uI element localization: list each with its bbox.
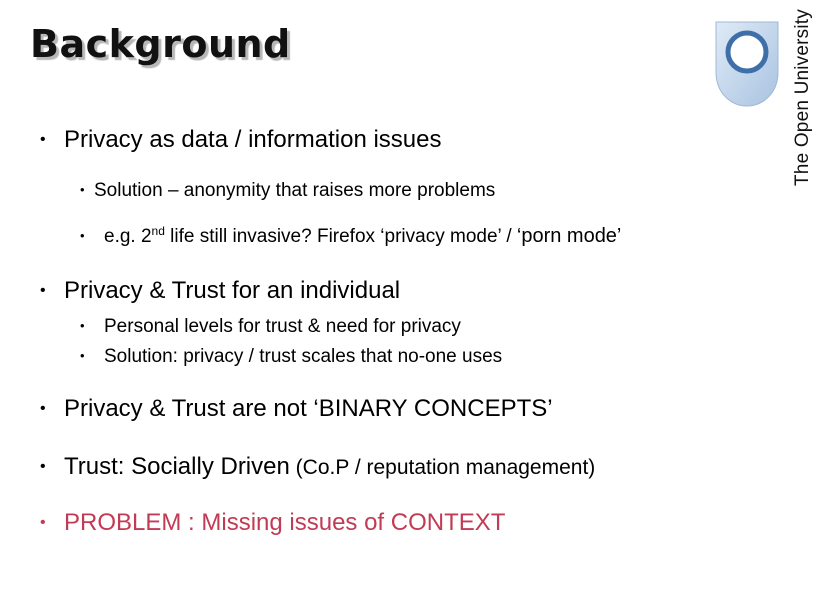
bullet-marker: • (40, 131, 46, 148)
bullet-text: Solution – anonymity that raises more problems (94, 180, 496, 201)
bullet-marker: • (80, 182, 85, 197)
bullet-marker: • (40, 514, 46, 531)
bullet-marker: • (80, 348, 85, 363)
bullet-marker: • (80, 318, 85, 333)
bullet-text-tail: ‘porn mode’ (516, 225, 622, 247)
bullet-marker: • (40, 282, 46, 299)
bullet-privacy-data (40, 126, 442, 154)
bullet-text: Privacy as data / information issues (64, 126, 442, 153)
bullet-marker: • (40, 458, 46, 475)
bullet-marker: • (80, 228, 85, 243)
slide-title: Background (30, 22, 291, 66)
bullet-marker: • (40, 400, 46, 417)
bullet-problem-context (40, 509, 505, 537)
bullet-text-middle: life still invasive? Firefox ‘privacy mode’ / (164, 226, 517, 247)
bullet-privacy-trust-individual (40, 277, 400, 305)
open-university-wordmark: The Open University (792, 9, 813, 186)
bullet-text: Privacy & Trust for an individual (64, 277, 401, 304)
sub-bullet-personal-levels (80, 316, 461, 338)
bullet-text-start: e.g. 2 (104, 226, 152, 247)
sub-bullet-solution-anonymity (80, 180, 495, 202)
ordinal-suffix: nd (151, 224, 165, 238)
bullet-text: Privacy & Trust are not ‘BINARY CONCEPTS’ (64, 395, 553, 422)
bullet-trust-socially-driven (40, 453, 595, 481)
bullet-text: Trust: Socially Driven (64, 453, 290, 480)
bullet-text: PROBLEM : Missing issues of CONTEXT (64, 509, 506, 536)
sub-bullet-trust-scales (80, 346, 502, 368)
bullet-text: Solution: privacy / trust scales that no-one uses (104, 346, 503, 367)
bullet-text: Personal levels for trust & need for privacy (104, 316, 461, 337)
bullet-not-binary (40, 395, 553, 423)
sub-bullet-example (80, 225, 621, 248)
bullet-text-parenthetical: (Co.P / reputation management) (289, 456, 596, 479)
